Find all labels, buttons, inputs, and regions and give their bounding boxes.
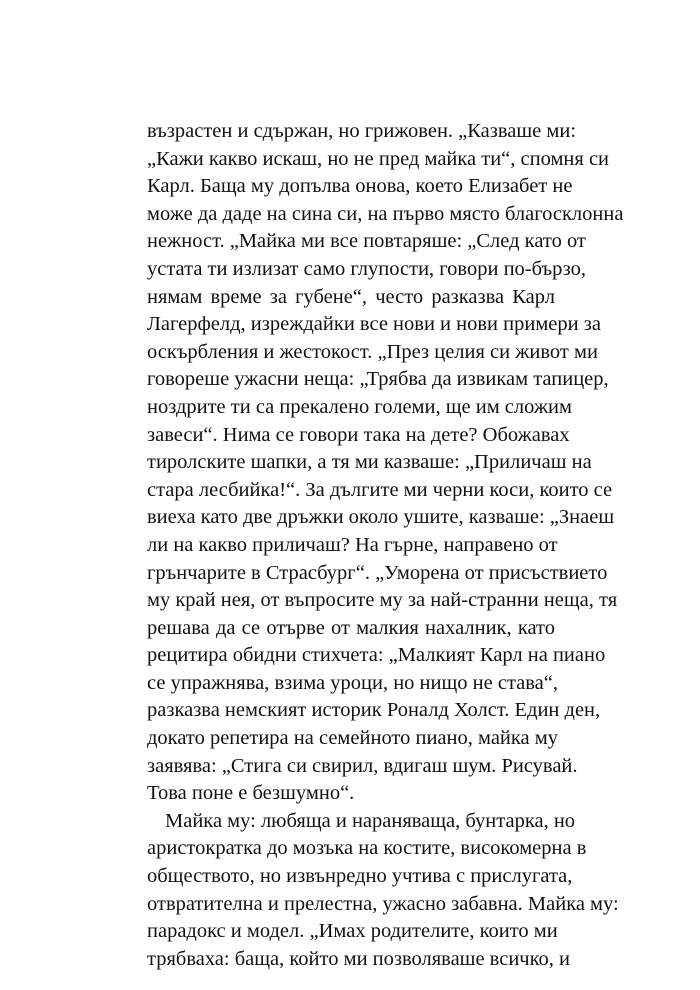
text-line: парадокс и модел. „Имах родителите, които ми [147,920,558,943]
text-line: разказва немският историк Роналд Холст. Един ден, [147,699,601,722]
text-line: устата ти излизат само глупости, говори по-бързо, [147,257,586,280]
text-line: ли на какво приличаш? На гърне, направено от [147,533,558,556]
text-line: ноздрите ти са прекалено големи, ще им сложим [147,395,572,418]
text-line: се упражнява, взима уроци, но нищо не става“, [147,671,558,694]
text-line: говореше ужасни неща: „Трябва да извикам тапицер, [147,368,609,391]
text-line: нежност. „Майка ми все повтаряше: „След като от [147,230,586,253]
text-line: Лагерфелд, изреждайки все нови и нови примери за [147,313,601,336]
paragraph-2 [147,808,619,974]
text-line: Това поне е безшумно“. [147,782,355,805]
text-line: Майка му: любяща и нараняваща, бунтарка, но [165,809,576,832]
text-line: може да даде на сина си, на първо място благосклонна [147,202,624,225]
text-line: докато репетира на семейното пиано, майка му [147,727,558,750]
text-line: отвратителна и прелестна, ужасно забавна. Майка му: [147,892,619,915]
text-line: оскърбления и жестокост. „През целия си живот ми [147,340,598,363]
text-line: Карл. Баща му допълва онова, което Елизабет не [147,175,573,198]
text-line: рецитира обидни стихчета: „Малкият Карл на пиано [147,644,606,667]
text-line: грънчарите в Страсбург“. „Уморена от присъствието [147,561,608,584]
text-line: решава да се отърве от малкия нахалник, като [147,616,555,639]
text-line: му край нея, от въпросите му за най-странни неща, тя [147,589,618,612]
paragraph-1 [147,118,624,808]
text-line: нямам време за губене“, често разказва Карл [147,285,555,308]
text-line: трябваха: баща, който ми позволяваше всичко, и [147,947,571,970]
text-line: „Кажи какво искаш, но не пред майка ти“, спомня си [147,147,610,170]
text-line: аристократка до мозъка на костите, високомерна в [147,837,587,860]
text-line: завеси“. Нима се говори така на дете? Обожавах [147,423,570,446]
text-line: стара лесбийка!“. За дългите ми черни коси, които се [147,478,613,501]
text-line: възрастен и сдържан, но грижовен. „Казваше ми: [147,120,577,142]
text-line: заявява: „Стига си свирил, вдигаш шум. Рисувай. [147,754,578,777]
body-text [147,118,624,973]
text-line: виеха като две дръжки около ушите, казваше: „Знаеш [147,506,615,529]
text-line: обществото, но извънредно учтива с прислугата, [147,865,573,888]
text-line: тиролските шапки, а тя ми казваше: „Приличаш на [147,451,592,474]
